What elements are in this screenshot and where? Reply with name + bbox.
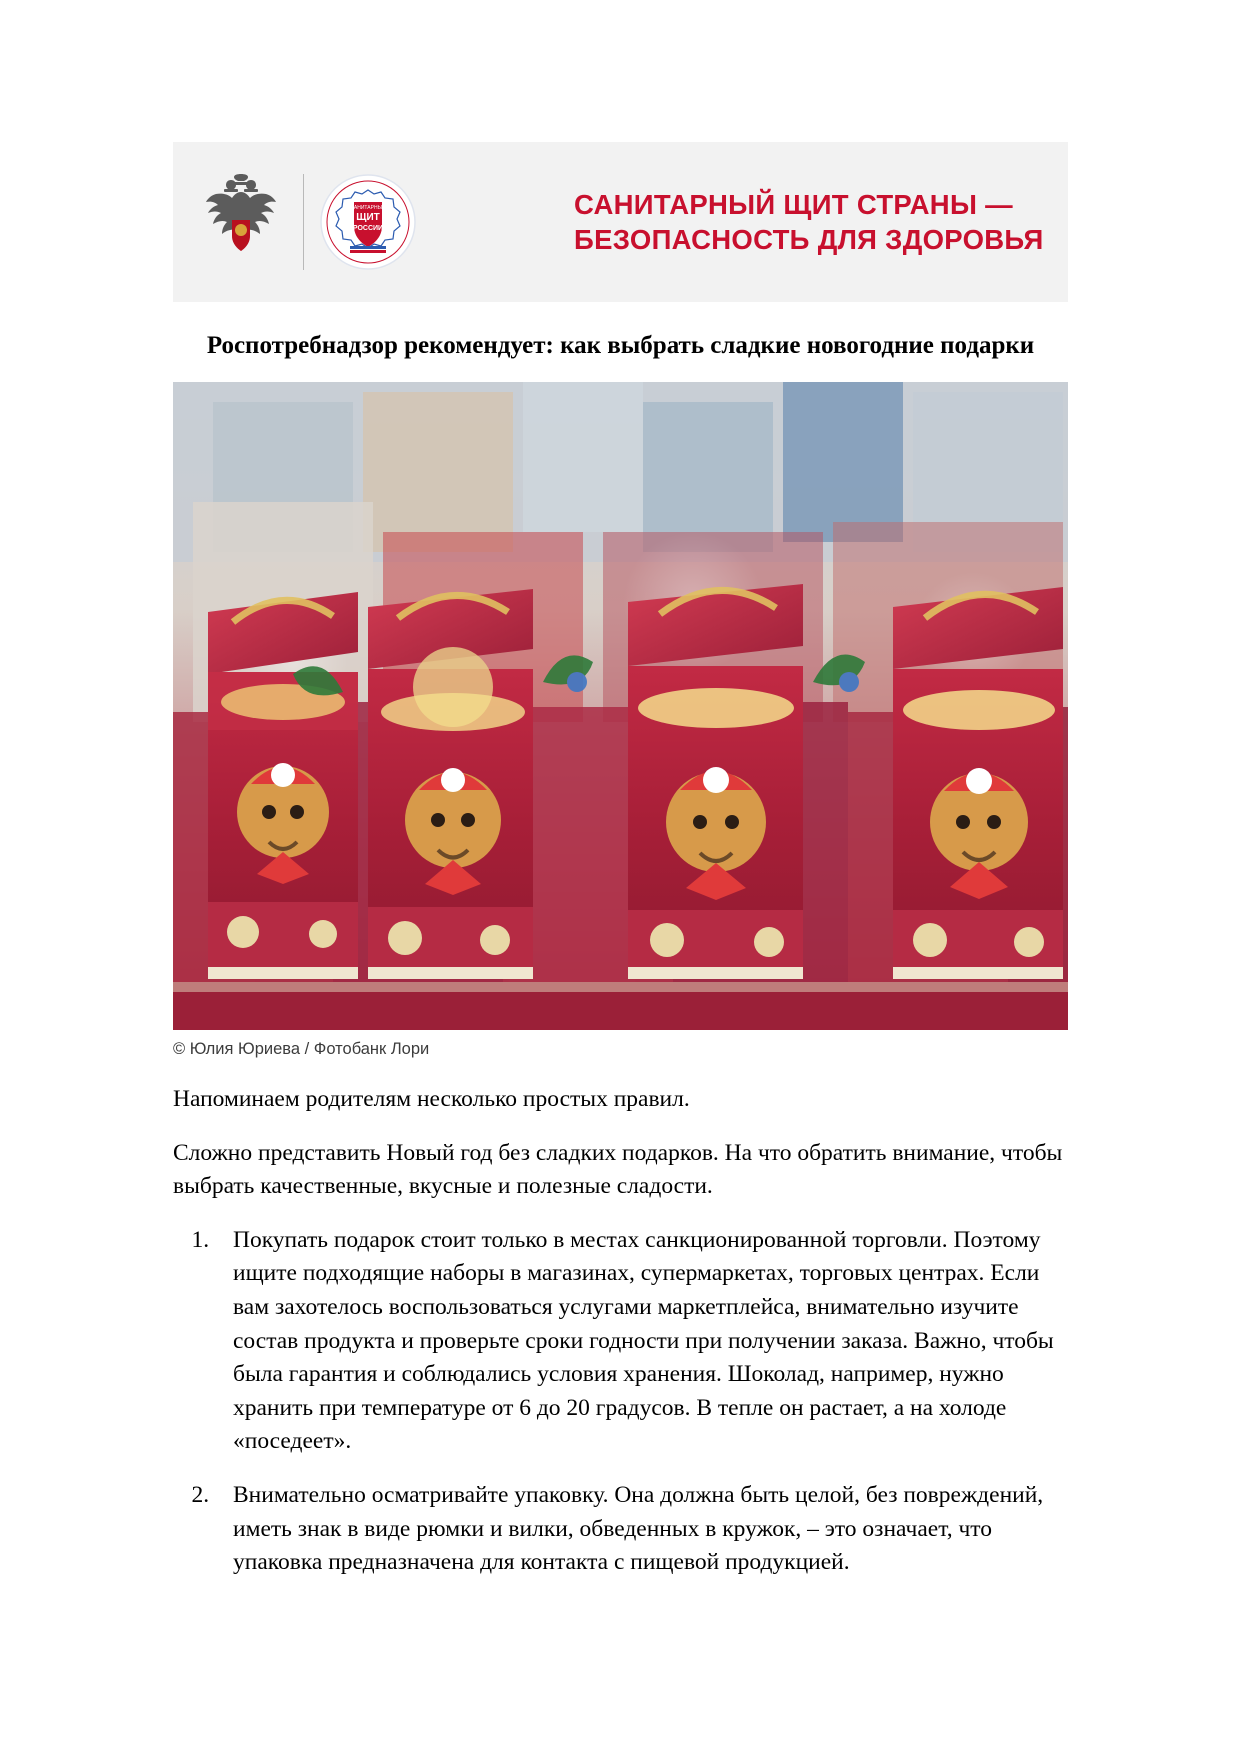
svg-text:САНИТАРНЫЙ: САНИТАРНЫЙ (350, 205, 386, 211)
article-photo (173, 382, 1068, 1030)
recommendation-list (173, 1224, 1073, 1580)
page-title: Роспотребнадзор рекомендует: как выбрать сладкие новогодние подарки (206, 332, 1035, 359)
russian-coat-of-arms-icon (195, 174, 287, 270)
svg-text:РОССИИ: РОССИИ (352, 225, 384, 232)
intro-paragraph: Напоминаем родителям несколько простых правил. (173, 1086, 690, 1112)
photo-credit: © Юлия Юриева / Фотобанк Лори (173, 1040, 430, 1058)
header-banner (173, 142, 1068, 302)
banner-slogan (574, 187, 1044, 257)
svg-text:ЩИТ: ЩИТ (356, 212, 380, 223)
lead-paragraph: Сложно представить Новый год без сладких подарков. На что обратить внимание, чтобы выбрать качественные, вкусные и полезные сладости. (173, 1139, 1063, 1200)
list-item: 2. Внимательно осматривайте упаковку. Она должна быть целой, без повреждений, иметь знак в виде рюмки и вилки, обведенных в кружок, – это означает, что упаковка предназначена для контакта с пищевой продукцией. (215, 1479, 1073, 1580)
sanitary-shield-emblem-icon (320, 174, 416, 270)
header-divider (303, 174, 304, 270)
banner-slogan-line-1: САНИТАРНЫЙ ЩИТ СТРАНЫ — (574, 188, 1013, 220)
banner-slogan-line-2: БЕЗОПАСНОСТЬ ДЛЯ ЗДОРОВЬЯ (574, 224, 1044, 255)
article-body (173, 1083, 1073, 1600)
list-item: 1. Покупать подарок стоит только в местах санкционированной торговли. Поэтому ищите подходящие наборы в магазинах, супермаркетах, торговых центрах. Если вам захотелось воспользоваться услугами маркетплейса, внимательно изучите состав продукта и проверьте сроки годности при получении заказа. Важно, чтобы была гарантия и соблюдались условия хранения. Шоколад, например, нужно хранить при температуре от 6 до 20 градусов. В тепле он растает, а на холоде «поседеет». (215, 1224, 1073, 1459)
